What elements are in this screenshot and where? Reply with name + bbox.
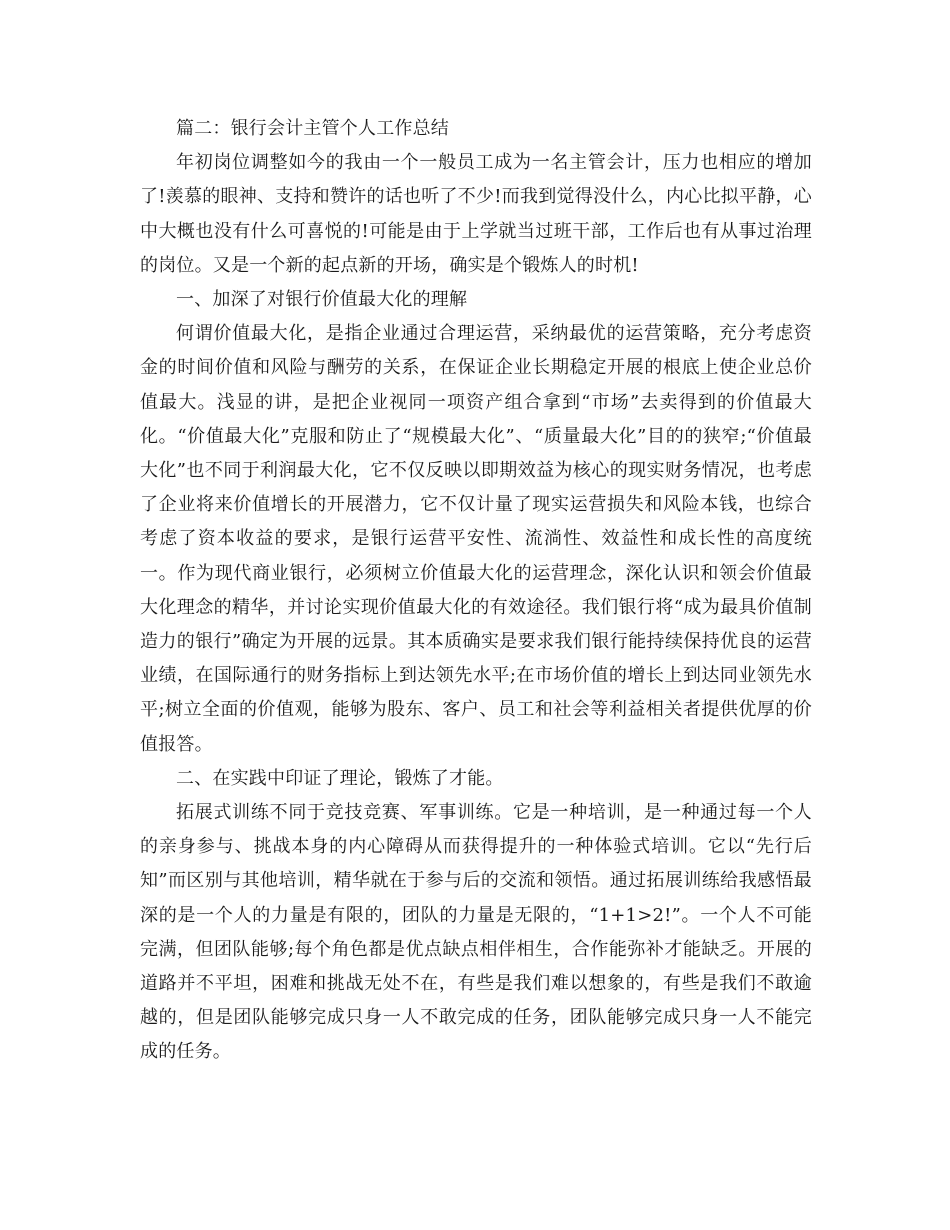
heading-one: 一、加深了对银行价值最大化的理解 xyxy=(176,289,468,311)
section-title: 篇二：银行会计主管个人工作总结 xyxy=(176,118,449,139)
paragraph-intro: 年初岗位调整如今的我由一个一般员工成为一名主管会计，压力也相应的增加了!羡慕的眼神、支持和赞许的话也听了不少!而我到觉得没什么，内心比拟平静，心中大概也没有什么可喜悦的!可能是由于上学就当过班干部，工作后也有从事过治理的岗位。又是一个新的起点新的开场，确实是个锻炼人的时机! xyxy=(140,152,812,276)
document-body xyxy=(140,112,812,1070)
paragraph-training: 拓展式训练不同于竞技竞赛、军事训练。它是一种培训，是一种通过每一个人的亲身参与、挑战本身的内心障碍从而获得提升的一种体验式培训。它以“先行后知”而区别与其他培训，精华就在于参与后的交流和领悟。通过拓展训练给我感悟最深的是一个人的力量是有限的，团队的力量是无限的，“1+1>2!”。一个人不可能完满，但团队能够;每个角色都是优点缺点相伴相生，合作能弥补才能缺乏。开展的道路并不平坦，困难和挑战无处不在，有些是我们难以想象的，有些是我们不敢逾越的，但是团队能够完成只身一人不敢完成的任务，团队能够完成只身一人不能完成的任务。 xyxy=(140,802,812,1063)
paragraph-value-maximization: 何谓价值最大化，是指企业通过合理运营，采纳最优的运营策略，充分考虑资金的时间价值和风险与酬劳的关系，在保证企业长期稳定开展的根底上使企业总价值最大。浅显的讲，是把企业视同一项资产组合拿到“市场”去卖得到的价值最大化。“价值最大化”克服和防止了“规模最大化”、“质量最大化”目的的狭窄;“价值最大化”也不同于利润最大化，它不仅反映以即期效益为核心的现实财务情况，也考虑了企业将来价值增长的开展潜力，它不仅计量了现实运营损失和风险本钱，也综合考虑了资本收益的要求，是银行运营平安性、流淌性、效益性和成长性的高度统一。作为现代商业银行，必须树立价值最大化的运营理念，深化认识和领会价值最大化理念的精华，并讨论实现价值最大化的有效途径。我们银行将“成为最具价值制造力的银行”确定为开展的远景。其本质确实是要求我们银行能持续保持优良的运营业绩，在国际通行的财务指标上到达领先水平;在市场价值的增长上到达同业领先水平;树立全面的价值观，能够为股东、客户、员工和社会等利益相关者提供优厚的价值报答。 xyxy=(140,323,812,755)
heading-two: 二、在实践中印证了理论，锻炼了才能。 xyxy=(176,767,504,789)
